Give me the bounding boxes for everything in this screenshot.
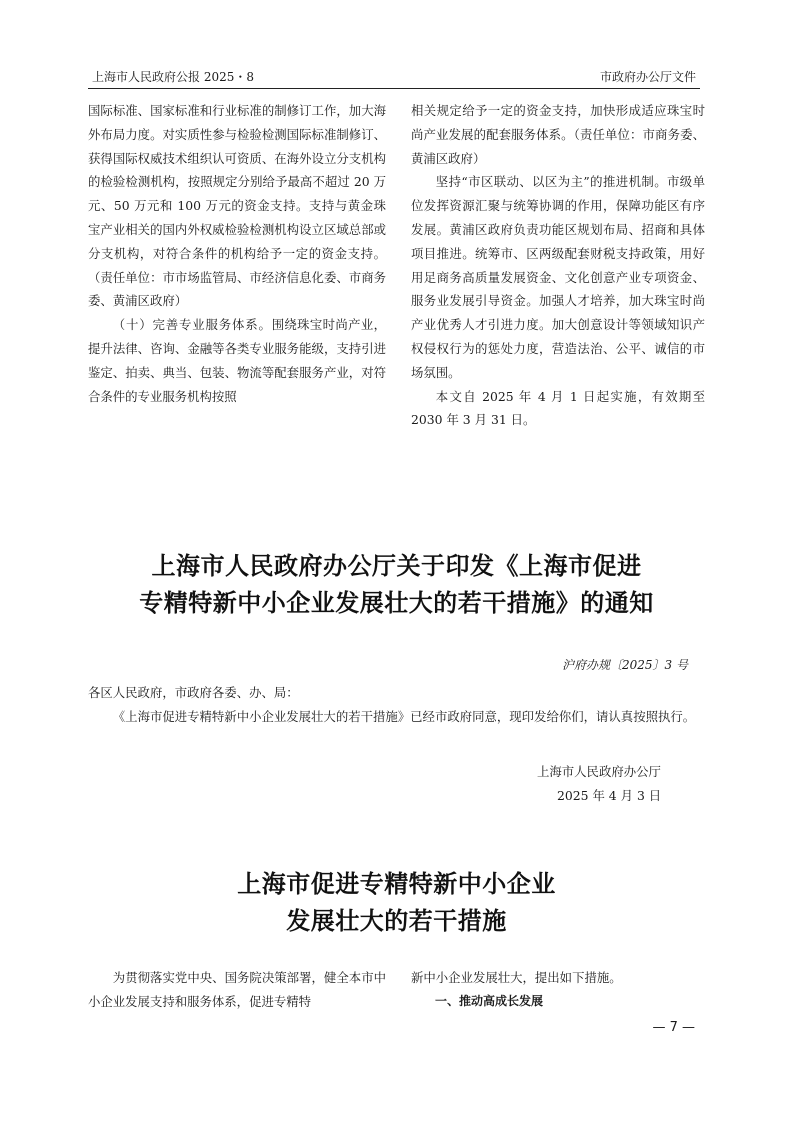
addressee-text: 各区人民政府，市政府各委、办、局： (88, 685, 299, 700)
intro-text: 新中小企业发展壮大，提出如下措施。 (411, 970, 622, 985)
prev-doc-effective-date: 本文自 2025 年 4 月 1 日起实施，有效期至 2030 年 3 月 31 日。 (411, 388, 705, 428)
section-heading: 一、推动高成长发展 (435, 993, 544, 1008)
notice-date: 2025 年 4 月 3 日 (557, 788, 662, 803)
item-10-heading: （十）完善专业服务体系。 (112, 317, 272, 333)
prev-doc-item-10 (88, 313, 386, 408)
prev-doc-paragraph: 坚持“市区联动、以区为主”的推进机制。市级单位发挥资源汇聚与统筹协调的作用，保障功能区有序发展。黄浦区政府负责功能区规划布局、招商和具体项目推进。统筹市、区两级配套财税支持政策，用好用足商务高质量发展资金、文化创意产业专项资金、服务业发展引导资金。加强人才培养，加大珠宝时尚产业优秀人才引进力度。加大创意设计等领域知识产权侵权行为的惩处力度，营造法治、公平、诚信的市场氛围。 (411, 174, 705, 380)
notice-title-line: 专精特新中小企业发展壮大的若干措施》的通知 (139, 589, 654, 617)
header-journal-issue: 上海市人民政府公报 2025・8 (92, 70, 254, 84)
measures-intro-left (88, 966, 386, 1014)
prev-doc-right-column (411, 99, 705, 432)
prev-doc-paragraph: 国际标准、国家标准和行业标准的制修订工作，加大海外布局力度。对实质性参与检验检测国际标准制修订、获得国际权威技术组织认可资质、在海外设立分支机构的检验检测机构，按照规定分别给予最高不超过 20 万元、50 万元和 100 万元的资金支持。支持与黄金珠宝产业相关的国内外权威检验检测机构设立区域总部或分支机构，对符合条件的机构给予一定的资金支持。（责任单位：市市场监管局、市经济信息化委、市商务委、黄浦区政府） (88, 103, 386, 309)
notice-title-line: 上海市人民政府办公厅关于印发《上海市促进 (151, 552, 642, 580)
header-section-name: 市政府办公厅文件 (599, 70, 696, 84)
intro-text: 为贯彻落实党中央、国务院决策部署，健全本市中小企业发展支持和服务体系，促进专精特 (88, 970, 386, 1009)
item-10-body: 围绕珠宝时尚产业，提升法律、咨询、金融等各类专业服务能级，支持引进鉴定、拍卖、典当、包装、物流等配套服务产业，对符合条件的专业服务机构按照 (88, 317, 387, 404)
running-header (88, 66, 700, 89)
measures-title-line: 发展壮大的若干措施 (286, 907, 507, 935)
document-number: 沪府办规〔2025〕3 号 (562, 658, 688, 672)
measures-title-line: 上海市促进专精特新中小企业 (237, 870, 556, 898)
measures-intro-right (411, 966, 705, 1014)
prev-doc-left-column (88, 99, 386, 408)
notice-issuer: 上海市人民政府办公厅 (537, 764, 661, 779)
page-number: — 7 — (652, 1020, 695, 1035)
notice-body-text: 《上海市促进专精特新中小企业发展壮大的若干措施》已经市政府同意，现印发给你们，请认真按照执行。 (112, 709, 696, 724)
prev-doc-paragraph: 相关规定给予一定的资金支持，加快形成适应珠宝时尚产业发展的配套服务体系。（责任单位：市商务委、黄浦区政府） (411, 103, 705, 166)
notice-body (88, 705, 705, 728)
notice-addressee (88, 681, 705, 704)
measures-title (60, 866, 733, 940)
notice-title (60, 548, 733, 622)
